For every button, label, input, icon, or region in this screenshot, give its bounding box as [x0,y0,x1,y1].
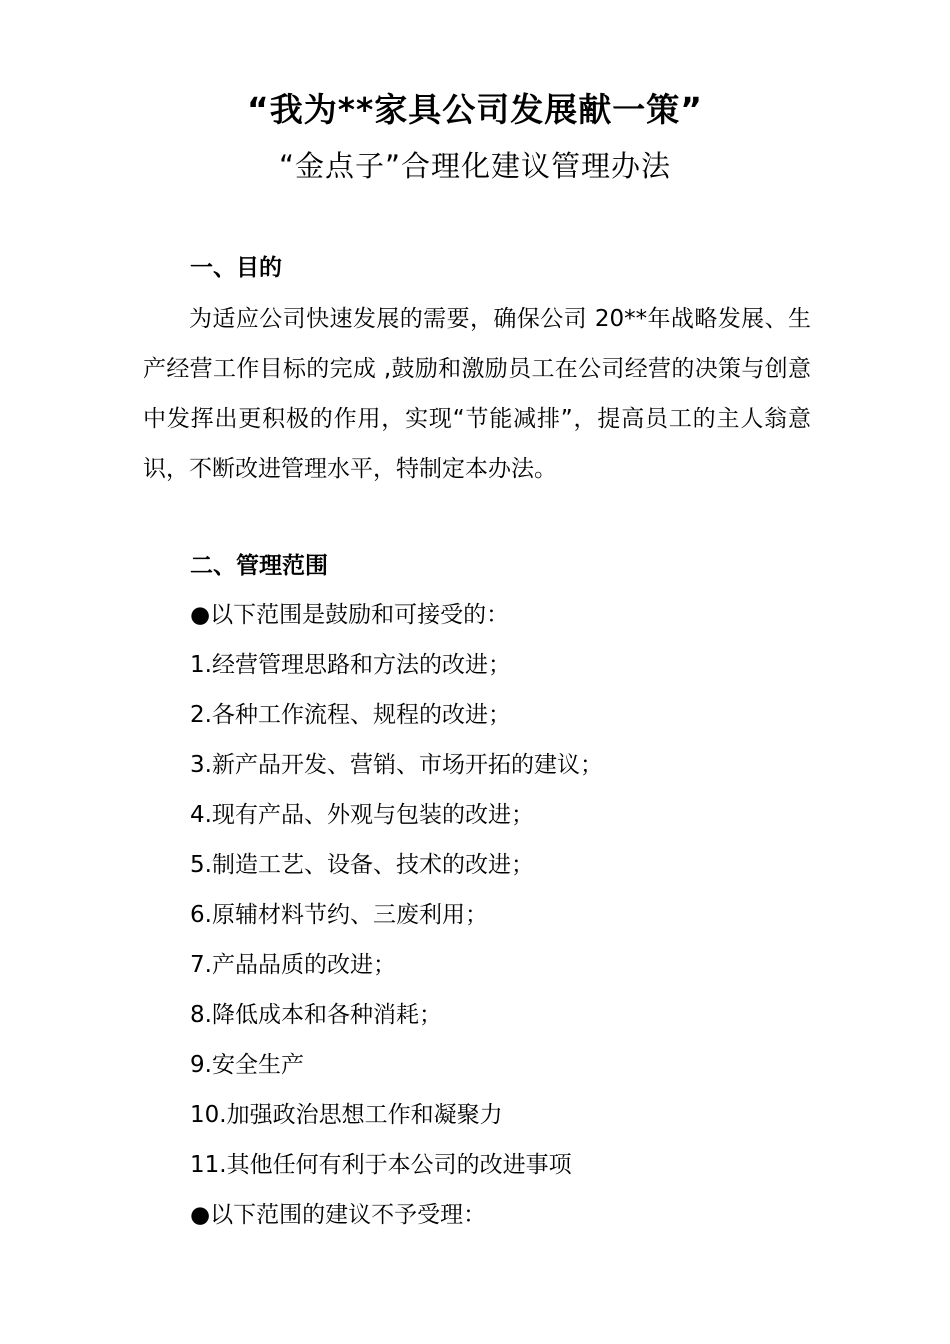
scope-list-item: 1.经营管理思路和方法的改进； [190,652,511,678]
scope-list-item: 6.原辅材料节约、三废利用； [190,902,488,928]
scope-list-item: 9.安全生产 [190,1052,304,1078]
scope-list-item: 7.产品品质的改进； [190,952,396,978]
scope-list-item: 4.现有产品、外观与包装的改进； [190,802,534,828]
rejected-scope-intro: ●以下范围的建议不予受理： [190,1202,487,1228]
section-heading-purpose: 一、目的 [190,255,282,281]
scope-list-item: 5.制造工艺、设备、技术的改进； [190,852,534,878]
section-heading-scope: 二、管理范围 [190,553,328,579]
accepted-scope-intro: ●以下范围是鼓励和可接受的： [190,602,510,628]
scope-list-item: 10.加强政治思想工作和凝聚力 [190,1102,503,1128]
scope-list-item: 11.其他任何有利于本公司的改进事项 [190,1152,572,1178]
document-subtitle: “金点子”合理化建议管理办法 [278,149,672,183]
purpose-paragraph: 为适应公司快速发展的需要，确保公司 20**年战略发展、生产经营工作目标的完成 ,鼓励和激励员工在公司经营的决策与创意中发挥出更积极的作用，实现“节能减排”，提高员工的主人翁意识，不断改进管理水平，特制定本办法。 [143,306,811,482]
scope-list-item: 3.新产品开发、营销、市场开拓的建议； [190,752,603,778]
scope-list-item: 2.各种工作流程、规程的改进； [190,702,511,728]
document-title: “我为**家具公司发展献一策” [247,90,703,129]
scope-list-item: 8.降低成本和各种消耗； [190,1002,442,1028]
